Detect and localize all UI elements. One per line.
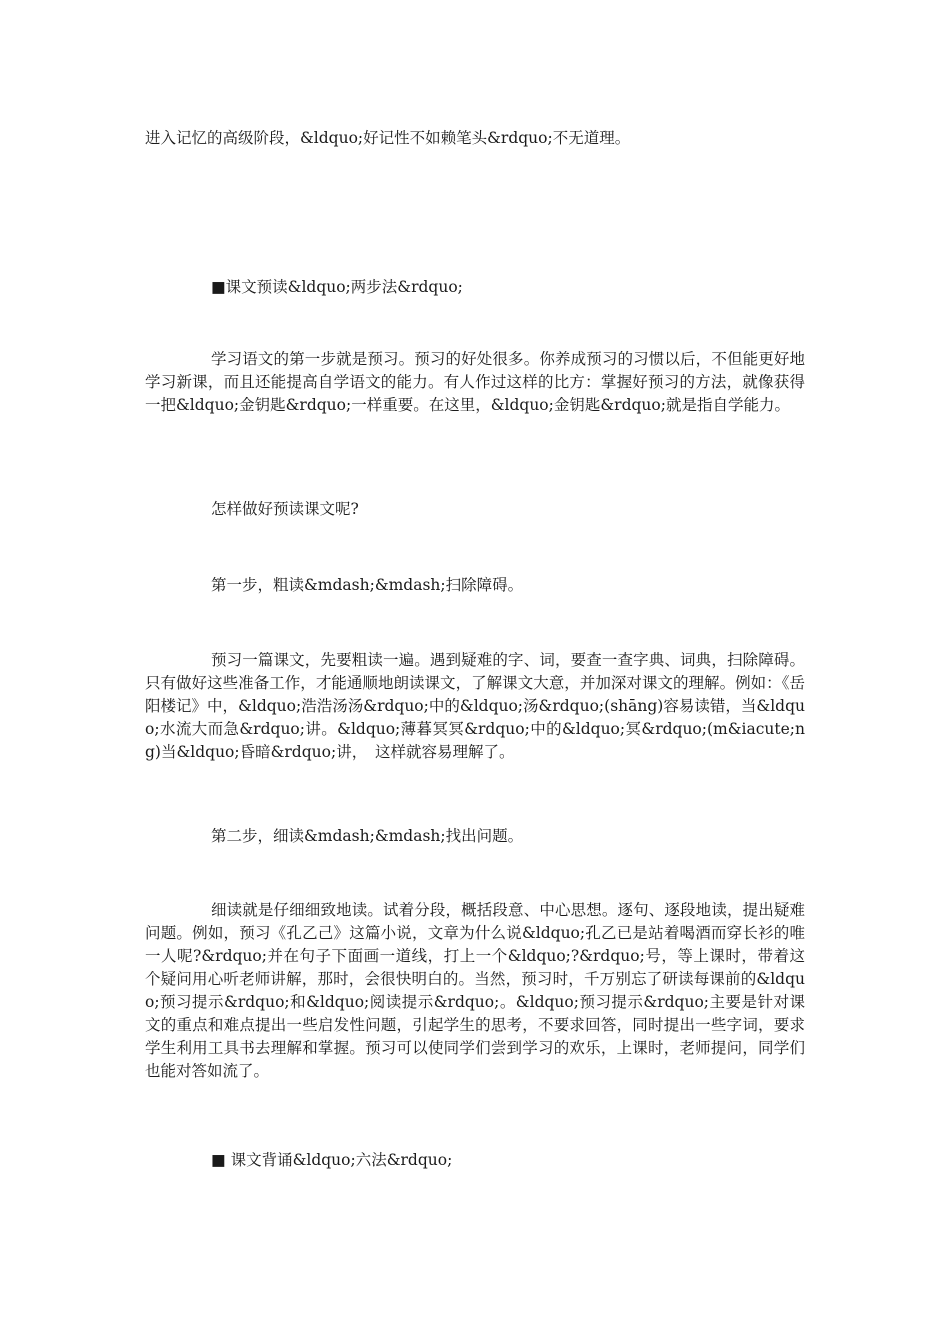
step-two-heading: 第二步，细读&mdash;&mdash;找出问题。 [211, 827, 524, 845]
paragraph-step-one-detail: 预习一篇课文，先要粗读一遍。遇到疑难的字、词，要查一查字典、词典，扫除障碍。只有做好这些准备工作，才能通顺地朗读课文，了解课文大意，并加深对课文的理解。例如：《岳阳楼记》中，&ldquo;浩浩汤汤&rdquo;中的&ldquo;汤&rdquo;(shāng)容易读错，当&ldquo;水流大而急&rdquo;讲。&ldquo;薄暮冥冥&rdquo;中的&ldquo;冥&rdquo;(m&iacute;ng)当&ldquo;昏暗&rdquo;讲， 这样就容易理解了。 [145, 651, 805, 761]
paragraph-memory-conclusion: 进入记忆的高级阶段，&ldquo;好记性不如赖笔头&rdquo;不无道理。 [145, 129, 631, 147]
paragraph-how-to-preview: 怎样做好预读课文呢? [211, 500, 359, 518]
section-heading-recitation-six-methods: ■ 课文背诵&ldquo;六法&rdquo; [211, 1151, 453, 1169]
step-one-heading: 第一步，粗读&mdash;&mdash;扫除障碍。 [211, 576, 524, 594]
section-heading-preview-two-steps: ■课文预读&ldquo;两步法&rdquo; [211, 278, 463, 296]
document-page [145, 0, 805, 1344]
paragraph-preview-intro: 学习语文的第一步就是预习。预习的好处很多。你养成预习的习惯以后，不但能更好地学习新课，而且还能提高自学语文的能力。有人作过这样的比方：掌握好预习的方法，就像获得一把&ldquo;金钥匙&rdquo;一样重要。在这里，&ldquo;金钥匙&rdquo;就是指自学能力。 [145, 350, 805, 414]
paragraph-step-two-detail: 细读就是仔细细致地读。试着分段，概括段意、中心思想。逐句、逐段地读，提出疑难问题。例如，预习《孔乙己》这篇小说，文章为什么说&ldquo;孔乙已是站着喝酒而穿长衫的唯一人呢?&rdquo;并在句子下面画一道线，打上一个&ldquo;?&rdquo;号，等上课时，带着这个疑问用心听老师讲解，那时，会很快明白的。当然，预习时，千万别忘了研读每课前的&ldquo;预习提示&rdquo;和&ldquo;阅读提示&rdquo;。&ldquo;预习提示&rdquo;主要是针对课文的重点和难点提出一些启发性问题，引起学生的思考，不要求回答，同时提出一些字词，要求学生利用工具书去理解和掌握。预习可以使同学们尝到学习的欢乐，上课时，老师提问，同学们也能对答如流了。 [145, 901, 805, 1080]
